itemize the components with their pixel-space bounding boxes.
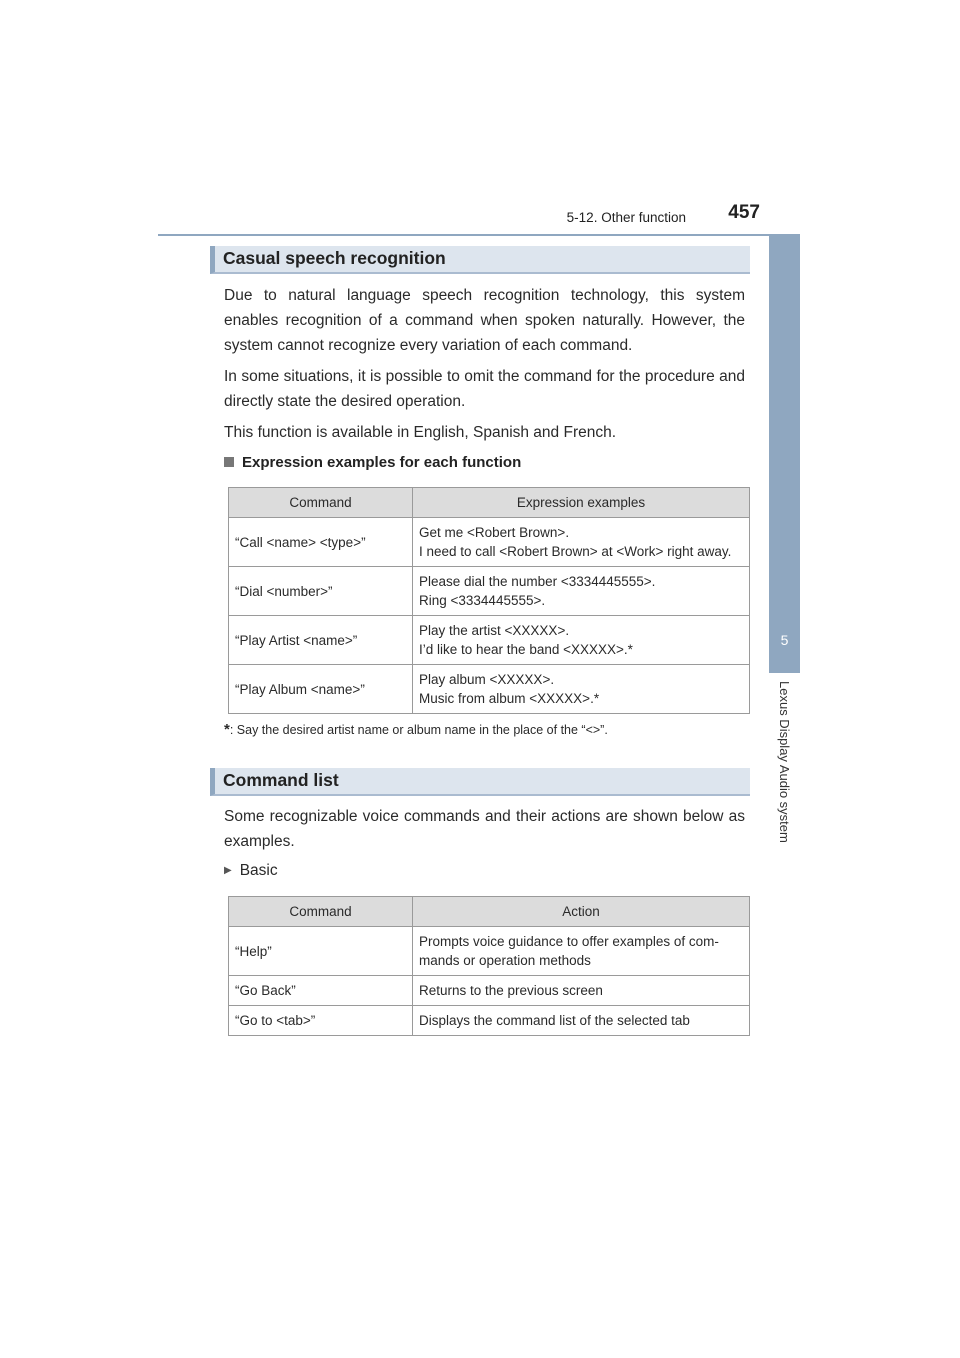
page-header bbox=[158, 204, 800, 236]
table-header-cell: Action bbox=[413, 897, 750, 927]
chapter-sidebar bbox=[769, 236, 800, 843]
command-cell: “Play Artist <name>” bbox=[229, 616, 413, 665]
action-line: Prompts voice guidance to offer examples of com- bbox=[419, 934, 719, 949]
paragraph-command-list: Some recognizable voice commands and their actions are shown below as examples. bbox=[224, 808, 745, 850]
command-cell: “Go Back” bbox=[229, 976, 413, 1006]
table-row bbox=[229, 665, 750, 714]
section-heading-command-list bbox=[210, 768, 750, 796]
action-line: mands or operation methods bbox=[419, 953, 591, 968]
paragraph-1: Due to natural language speech recognition technology, this system enables recognition of a command when spoken naturally. However, the system cannot recognize every variation of each command. bbox=[224, 287, 745, 354]
footnote-text: : Say the desired artist name or album name in the place of the “<>”. bbox=[229, 723, 608, 737]
table-header-cell: Command bbox=[229, 488, 413, 518]
command-cell: “Dial <number>” bbox=[229, 567, 413, 616]
bullet-basic bbox=[224, 862, 278, 880]
table-row bbox=[229, 976, 750, 1006]
example-line: Ring <3334445555>. bbox=[419, 593, 546, 608]
bullet-text: Basic bbox=[239, 862, 278, 879]
example-line: Play album <XXXXX>. bbox=[419, 672, 555, 687]
square-bullet-icon bbox=[224, 457, 234, 467]
section-heading-text: Casual speech recognition bbox=[223, 248, 446, 268]
command-cell: “Play Album <name>” bbox=[229, 665, 413, 714]
table-header-cell: Command bbox=[229, 897, 413, 927]
paragraph-3: This function is available in English, Spanish and French. bbox=[224, 424, 617, 441]
table-header-row bbox=[229, 488, 750, 518]
table-row bbox=[229, 616, 750, 665]
action-cell: Displays the command list of the selected tab bbox=[413, 1006, 750, 1036]
example-cell bbox=[413, 616, 750, 665]
example-line: I need to call <Robert Brown> at <Work> right away. bbox=[419, 544, 732, 559]
example-line: Get me <Robert Brown>. bbox=[419, 525, 570, 540]
footnote-mark: * bbox=[224, 721, 230, 738]
page-number: 457 bbox=[728, 202, 760, 223]
example-line: Music from album <XXXXX>.* bbox=[419, 691, 600, 706]
section-heading-text: Command list bbox=[223, 770, 339, 790]
command-list-table bbox=[228, 896, 750, 1036]
triangle-bullet-icon: ▶ bbox=[224, 865, 232, 876]
command-cell: “Call <name> <type>” bbox=[229, 518, 413, 567]
chapter-title: Lexus Display Audio system bbox=[777, 681, 792, 843]
paragraph-2: In some situations, it is possible to omit the command for the procedure and directly state the desired operation. bbox=[224, 368, 745, 410]
command-cell: “Go to <tab>” bbox=[229, 1006, 413, 1036]
example-line: Play the artist <XXXXX>. bbox=[419, 623, 570, 638]
table-header-row bbox=[229, 897, 750, 927]
chapter-title-vertical bbox=[769, 681, 800, 861]
action-cell: Returns to the previous screen bbox=[413, 976, 750, 1006]
example-line: I’d like to hear the band <XXXXX>.* bbox=[419, 642, 633, 657]
chapter-number: 5 bbox=[780, 632, 789, 648]
subheading-text: Expression examples for each function bbox=[242, 454, 522, 471]
section-heading-casual-speech bbox=[210, 246, 750, 274]
section-title: 5-12. Other function bbox=[566, 210, 686, 225]
example-cell bbox=[413, 518, 750, 567]
table-row bbox=[229, 927, 750, 976]
expression-examples-table bbox=[228, 487, 750, 714]
footnote bbox=[224, 721, 608, 738]
table-header-cell: Expression examples bbox=[413, 488, 750, 518]
table-row bbox=[229, 567, 750, 616]
table-row bbox=[229, 1006, 750, 1036]
subheading-expression-examples bbox=[224, 454, 521, 471]
table-row bbox=[229, 518, 750, 567]
action-cell bbox=[413, 927, 750, 976]
example-line: Please dial the number <3334445555>. bbox=[419, 574, 656, 589]
example-cell bbox=[413, 567, 750, 616]
command-cell: “Help” bbox=[229, 927, 413, 976]
chapter-tab bbox=[769, 236, 800, 673]
example-cell bbox=[413, 665, 750, 714]
